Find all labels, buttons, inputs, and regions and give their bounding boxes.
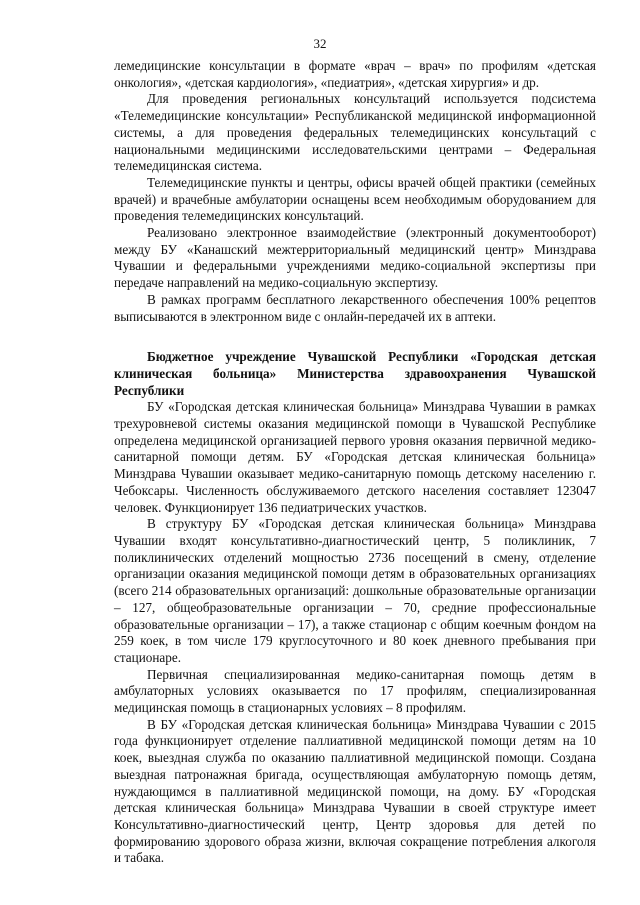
paragraph-continuation: лемедицинские консультации в формате «врач – врач» по профилям «детская онкология», «детская кардиология», «педиатрия», «детская хирургия» и др. — [114, 58, 596, 90]
paragraph-electronic-prescriptions: В рамках программ бесплатного лекарственного обеспечения 100% рецептов выписываются в электронном виде с онлайн-передачей их в аптеки. — [114, 291, 596, 324]
paragraph-telemedicine-points: Телемедицинские пункты и центры, офисы врачей общей практики (семейных врачей) и врачебные амбулатории оснащены всем необходимым оборудованием для проведения телемедицинских консультаций. — [114, 174, 596, 224]
section-heading: Бюджетное учреждение Чувашской Республики «Городская детская клиническая больница» Министерства здравоохранения Чувашской Республики — [114, 349, 596, 398]
page-number: 32 — [313, 36, 327, 51]
paragraph-electronic-interaction: Реализовано электронное взаимодействие (электронный документооборот) между БУ «Канашский межтерриториальный медицинский центр» Минздрава Чувашии и федеральными учреждениями медико-социальной экспертизы при передаче направлений на медико-социальную экспертизу. — [114, 225, 596, 291]
paragraph-hospital-overview: БУ «Городская детская клиническая больница» Минздрава Чувашии в рамках трехуровневой системы оказания медицинской помощи в Чувашской Республике определена медицинской организацией первого уровня оказания первичной медико-санитарной помощи детям. БУ «Городская детская клиническая больница» Минздрава Чувашии оказывает медико-санитарную помощь детскому населению г. Чебоксары. Численность обслуживаемого детского населения составляет 123047 человек. Функционирует 136 педиатрических участков. — [114, 399, 596, 515]
page-body — [114, 58, 596, 867]
paragraph-specialized-care: Первичная специализированная медико-санитарная помощь детям в амбулаторных условиях оказывается по 17 профилям, специализированная медицинская помощь в стационарных условиях – 8 профилям. — [114, 666, 596, 716]
paragraph-regional-consultations: Для проведения региональных консультаций используется подсистема «Телемедицинские консультации» Республиканской медицинской информационной системы, а для проведения федеральных телемедицинских консультаций с национальными медицинскими исследовательскими центрами – Федеральная телемедицинская система. — [114, 91, 596, 174]
paragraph-hospital-structure: В структуру БУ «Городская детская клиническая больница» Минздрава Чувашии входят консультативно-диагностический центр, 5 поликлиник, 7 поликлинических отделений мощностью 2736 посещений в смену, отделение организации оказания медицинской помощи детям в образовательных организациях (всего 214 образовательных организаций: дошкольные образовательные организации – 127, общеобразовательные организации – 70, средние профессиональные образовательные организации – 17), а также стационар с общим коечным фондом на 259 коек, в том числе 179 круглосуточного и 80 коек дневного пребывания при стационаре. — [114, 516, 596, 665]
paragraph-palliative-care: В БУ «Городская детская клиническая больница» Минздрава Чувашии с 2015 года функционирует отделение паллиативной медицинской помощи детям на 10 коек, выездная служба по оказанию паллиативной медицинской помощи. Создана выездная патронажная бригада, осуществляющая амбулаторную помощь детям, нуждающимся в паллиативной медицинской помощи, на дому. БУ «Городская детская клиническая больница» Минздрава Чувашии в своей структуре имеет Консультативно-диагностический центр, Центр здоровья для детей по формированию здорового образа жизни, включая сокращение потребления алкоголя и табака. — [114, 716, 596, 866]
